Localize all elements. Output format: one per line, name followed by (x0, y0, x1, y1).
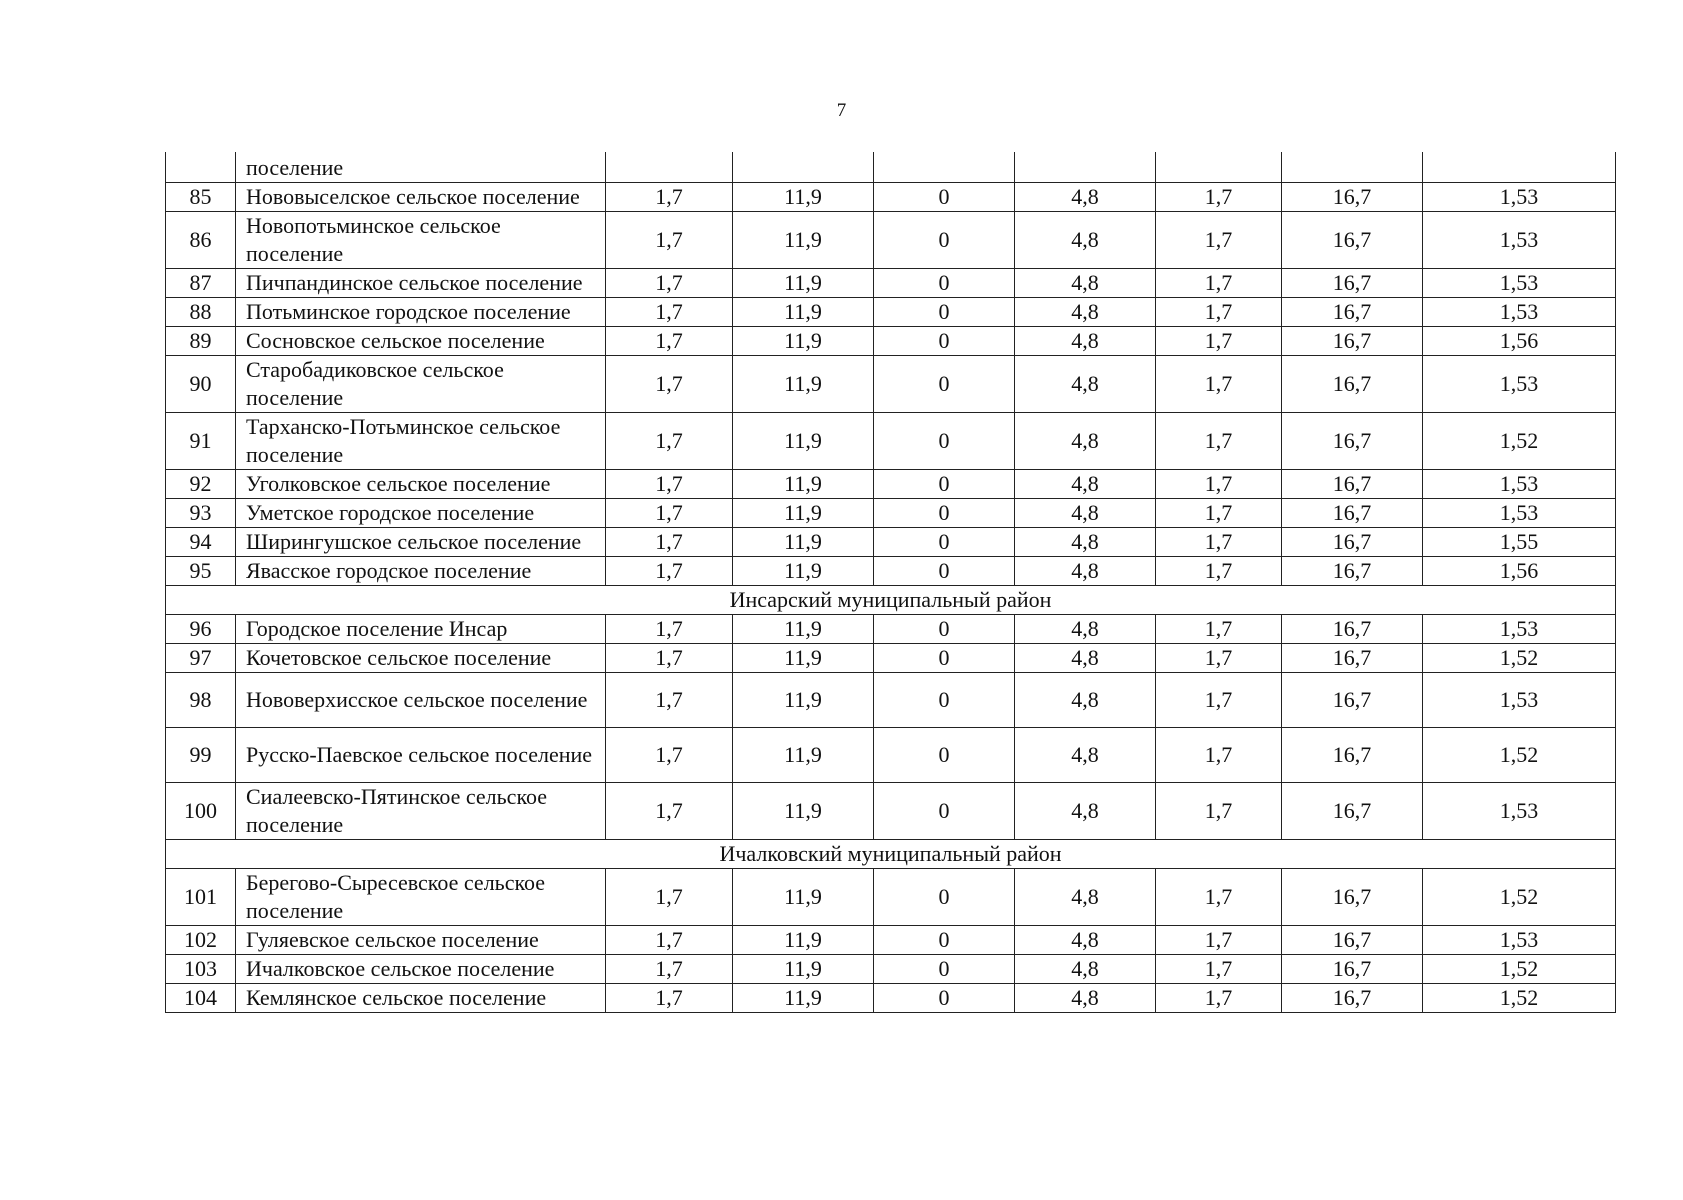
value-cell: 16,7 (1282, 183, 1423, 212)
value-cell: 16,7 (1282, 413, 1423, 470)
district-header-row (166, 840, 1616, 869)
row-number-cell: 94 (166, 528, 236, 557)
table-row (166, 984, 1616, 1013)
value-cell: 1,7 (1156, 269, 1282, 298)
value-cell: 4,8 (1015, 528, 1156, 557)
row-number-cell: 97 (166, 644, 236, 673)
table-row (166, 557, 1616, 586)
value-cell: 0 (874, 955, 1015, 984)
value-cell (874, 152, 1015, 183)
value-cell: 1,53 (1423, 212, 1616, 269)
value-cell: 11,9 (733, 356, 874, 413)
value-cell: 4,8 (1015, 470, 1156, 499)
settlement-name-cell: Уметское городское поселение (236, 499, 606, 528)
value-cell: 4,8 (1015, 615, 1156, 644)
settlement-name-cell: Уголковское сельское поселение (236, 470, 606, 499)
value-cell: 0 (874, 926, 1015, 955)
value-cell: 4,8 (1015, 183, 1156, 212)
row-number-cell: 93 (166, 499, 236, 528)
value-cell: 1,53 (1423, 926, 1616, 955)
value-cell: 11,9 (733, 212, 874, 269)
value-cell: 1,7 (1156, 644, 1282, 673)
settlements-table (165, 152, 1616, 1013)
value-cell: 11,9 (733, 470, 874, 499)
value-cell: 1,7 (606, 869, 733, 926)
value-cell: 1,7 (1156, 413, 1282, 470)
value-cell: 4,8 (1015, 413, 1156, 470)
value-cell: 1,52 (1423, 984, 1616, 1013)
row-number-cell: 104 (166, 984, 236, 1013)
table-row (166, 926, 1616, 955)
row-number-cell: 96 (166, 615, 236, 644)
value-cell: 11,9 (733, 926, 874, 955)
row-number-cell: 85 (166, 183, 236, 212)
value-cell: 1,53 (1423, 470, 1616, 499)
value-cell: 16,7 (1282, 728, 1423, 783)
settlement-name-cell: Сиалеевско-Пятинское сельское поселение (236, 783, 606, 840)
value-cell: 1,52 (1423, 728, 1616, 783)
table-row (166, 269, 1616, 298)
value-cell: 11,9 (733, 728, 874, 783)
value-cell: 1,52 (1423, 644, 1616, 673)
value-cell: 0 (874, 615, 1015, 644)
value-cell: 4,8 (1015, 298, 1156, 327)
value-cell: 0 (874, 356, 1015, 413)
value-cell: 4,8 (1015, 269, 1156, 298)
value-cell: 1,52 (1423, 869, 1616, 926)
value-cell: 11,9 (733, 528, 874, 557)
value-cell: 1,7 (1156, 984, 1282, 1013)
settlement-name-cell: Городское поселение Инсар (236, 615, 606, 644)
value-cell: 1,56 (1423, 327, 1616, 356)
value-cell: 1,7 (1156, 183, 1282, 212)
value-cell: 16,7 (1282, 984, 1423, 1013)
value-cell: 11,9 (733, 557, 874, 586)
value-cell: 1,53 (1423, 783, 1616, 840)
table-row (166, 869, 1616, 926)
value-cell: 1,52 (1423, 955, 1616, 984)
value-cell: 16,7 (1282, 926, 1423, 955)
value-cell: 11,9 (733, 673, 874, 728)
value-cell: 1,56 (1423, 557, 1616, 586)
value-cell: 1,7 (606, 413, 733, 470)
value-cell: 1,55 (1423, 528, 1616, 557)
value-cell: 16,7 (1282, 356, 1423, 413)
value-cell: 1,53 (1423, 615, 1616, 644)
value-cell: 16,7 (1282, 528, 1423, 557)
value-cell: 0 (874, 470, 1015, 499)
value-cell: 1,7 (1156, 615, 1282, 644)
value-cell: 11,9 (733, 499, 874, 528)
row-number-cell: 89 (166, 327, 236, 356)
value-cell: 4,8 (1015, 356, 1156, 413)
settlement-name-cell: Явасское городское поселение (236, 557, 606, 586)
value-cell: 1,7 (1156, 298, 1282, 327)
value-cell: 1,7 (1156, 528, 1282, 557)
value-cell: 1,7 (606, 615, 733, 644)
value-cell: 0 (874, 528, 1015, 557)
settlement-name-cell: Гуляевское сельское поселение (236, 926, 606, 955)
value-cell: 1,53 (1423, 269, 1616, 298)
value-cell: 1,7 (606, 644, 733, 673)
value-cell: 1,7 (1156, 557, 1282, 586)
value-cell: 11,9 (733, 615, 874, 644)
value-cell: 4,8 (1015, 869, 1156, 926)
value-cell (1423, 152, 1616, 183)
value-cell: 0 (874, 869, 1015, 926)
settlement-name-cell: Нововерхисское сельское поселение (236, 673, 606, 728)
settlement-name-cell: Берегово-Сыресевское сельское поселение (236, 869, 606, 926)
value-cell: 1,53 (1423, 673, 1616, 728)
continuation-row (166, 152, 1616, 183)
value-cell: 0 (874, 728, 1015, 783)
value-cell: 11,9 (733, 327, 874, 356)
settlement-name-cell: Кочетовское сельское поселение (236, 644, 606, 673)
value-cell: 16,7 (1282, 557, 1423, 586)
table-row (166, 955, 1616, 984)
table-row (166, 528, 1616, 557)
value-cell: 16,7 (1282, 644, 1423, 673)
value-cell: 0 (874, 984, 1015, 1013)
row-number-cell: 88 (166, 298, 236, 327)
settlement-name-cell: Пичпандинское сельское поселение (236, 269, 606, 298)
value-cell: 1,7 (606, 955, 733, 984)
value-cell: 4,8 (1015, 984, 1156, 1013)
settlement-name-cell: Ширингушское сельское поселение (236, 528, 606, 557)
value-cell: 1,7 (606, 356, 733, 413)
table-row (166, 499, 1616, 528)
value-cell: 1,7 (1156, 728, 1282, 783)
table-row (166, 327, 1616, 356)
table-row (166, 728, 1616, 783)
value-cell: 11,9 (733, 644, 874, 673)
value-cell: 16,7 (1282, 673, 1423, 728)
value-cell: 0 (874, 269, 1015, 298)
value-cell (1156, 152, 1282, 183)
value-cell (733, 152, 874, 183)
row-number-cell: 95 (166, 557, 236, 586)
table-row (166, 298, 1616, 327)
page-number: 7 (836, 100, 847, 121)
settlement-name-cell: Сосновское сельское поселение (236, 327, 606, 356)
value-cell: 1,7 (606, 728, 733, 783)
value-cell (1015, 152, 1156, 183)
value-cell: 1,7 (606, 926, 733, 955)
value-cell: 1,7 (606, 673, 733, 728)
value-cell: 4,8 (1015, 926, 1156, 955)
value-cell: 1,7 (1156, 869, 1282, 926)
row-number-cell: 103 (166, 955, 236, 984)
settlement-name-cell: Тарханско-Потьминское сельское поселение (236, 413, 606, 470)
value-cell: 4,8 (1015, 499, 1156, 528)
value-cell: 1,7 (606, 499, 733, 528)
value-cell: 1,53 (1423, 183, 1616, 212)
value-cell: 4,8 (1015, 673, 1156, 728)
value-cell: 1,7 (1156, 212, 1282, 269)
value-cell: 1,7 (1156, 955, 1282, 984)
value-cell: 16,7 (1282, 269, 1423, 298)
value-cell (606, 152, 733, 183)
settlement-name-cell: Кемлянское сельское поселение (236, 984, 606, 1013)
table-row (166, 183, 1616, 212)
row-number-cell: 100 (166, 783, 236, 840)
table-row (166, 356, 1616, 413)
row-number-cell: 92 (166, 470, 236, 499)
value-cell: 0 (874, 212, 1015, 269)
value-cell: 0 (874, 783, 1015, 840)
row-number-cell: 87 (166, 269, 236, 298)
value-cell: 0 (874, 183, 1015, 212)
value-cell: 0 (874, 413, 1015, 470)
value-cell: 4,8 (1015, 783, 1156, 840)
value-cell: 1,7 (606, 783, 733, 840)
settlement-name-cell: Русско-Паевское сельское поселение (236, 728, 606, 783)
value-cell: 0 (874, 644, 1015, 673)
row-number-cell: 90 (166, 356, 236, 413)
value-cell: 1,53 (1423, 298, 1616, 327)
table-row (166, 783, 1616, 840)
value-cell: 16,7 (1282, 615, 1423, 644)
value-cell: 1,7 (606, 528, 733, 557)
table-row (166, 413, 1616, 470)
value-cell: 11,9 (733, 783, 874, 840)
value-cell: 1,7 (1156, 499, 1282, 528)
table-row (166, 470, 1616, 499)
value-cell: 16,7 (1282, 212, 1423, 269)
value-cell: 1,7 (1156, 673, 1282, 728)
value-cell: 16,7 (1282, 783, 1423, 840)
value-cell: 11,9 (733, 955, 874, 984)
value-cell: 4,8 (1015, 644, 1156, 673)
settlement-name-cell: поселение (236, 152, 606, 183)
value-cell: 1,52 (1423, 413, 1616, 470)
value-cell: 1,7 (606, 557, 733, 586)
row-number-cell: 102 (166, 926, 236, 955)
value-cell: 1,7 (1156, 356, 1282, 413)
value-cell: 16,7 (1282, 327, 1423, 356)
value-cell: 1,7 (1156, 926, 1282, 955)
settlement-name-cell: Новопотьминское сельское поселение (236, 212, 606, 269)
value-cell: 4,8 (1015, 728, 1156, 783)
settlement-name-cell: Старобадиковское сельское поселение (236, 356, 606, 413)
value-cell: 0 (874, 499, 1015, 528)
value-cell: 1,7 (606, 183, 733, 212)
value-cell: 1,53 (1423, 499, 1616, 528)
value-cell: 0 (874, 298, 1015, 327)
settlement-name-cell: Потьминское городское поселение (236, 298, 606, 327)
row-number-cell: 86 (166, 212, 236, 269)
table-row (166, 212, 1616, 269)
settlement-name-cell: Ичалковское сельское поселение (236, 955, 606, 984)
value-cell: 4,8 (1015, 557, 1156, 586)
district-title: Ичалковский муниципальный район (166, 840, 1616, 869)
row-number-cell: 98 (166, 673, 236, 728)
table-row (166, 615, 1616, 644)
value-cell: 16,7 (1282, 470, 1423, 499)
row-number-cell (166, 152, 236, 183)
value-cell: 0 (874, 557, 1015, 586)
value-cell: 0 (874, 673, 1015, 728)
district-header-row (166, 586, 1616, 615)
value-cell: 11,9 (733, 298, 874, 327)
value-cell: 1,7 (1156, 783, 1282, 840)
value-cell: 1,7 (1156, 327, 1282, 356)
table-row (166, 644, 1616, 673)
value-cell: 16,7 (1282, 869, 1423, 926)
value-cell: 1,7 (606, 327, 733, 356)
value-cell: 11,9 (733, 269, 874, 298)
row-number-cell: 91 (166, 413, 236, 470)
settlement-name-cell: Нововыселское сельское поселение (236, 183, 606, 212)
value-cell: 1,7 (1156, 470, 1282, 499)
value-cell: 1,7 (606, 984, 733, 1013)
value-cell: 1,7 (606, 470, 733, 499)
value-cell: 16,7 (1282, 955, 1423, 984)
value-cell: 16,7 (1282, 499, 1423, 528)
row-number-cell: 101 (166, 869, 236, 926)
value-cell: 1,7 (606, 212, 733, 269)
district-title: Инсарский муниципальный район (166, 586, 1616, 615)
row-number-cell: 99 (166, 728, 236, 783)
value-cell: 11,9 (733, 413, 874, 470)
value-cell: 4,8 (1015, 212, 1156, 269)
value-cell: 11,9 (733, 183, 874, 212)
value-cell: 0 (874, 327, 1015, 356)
value-cell: 1,53 (1423, 356, 1616, 413)
value-cell: 16,7 (1282, 298, 1423, 327)
value-cell: 4,8 (1015, 327, 1156, 356)
value-cell: 4,8 (1015, 955, 1156, 984)
value-cell (1282, 152, 1423, 183)
value-cell: 11,9 (733, 984, 874, 1013)
table-row (166, 673, 1616, 728)
value-cell: 1,7 (606, 298, 733, 327)
value-cell: 1,7 (606, 269, 733, 298)
value-cell: 11,9 (733, 869, 874, 926)
